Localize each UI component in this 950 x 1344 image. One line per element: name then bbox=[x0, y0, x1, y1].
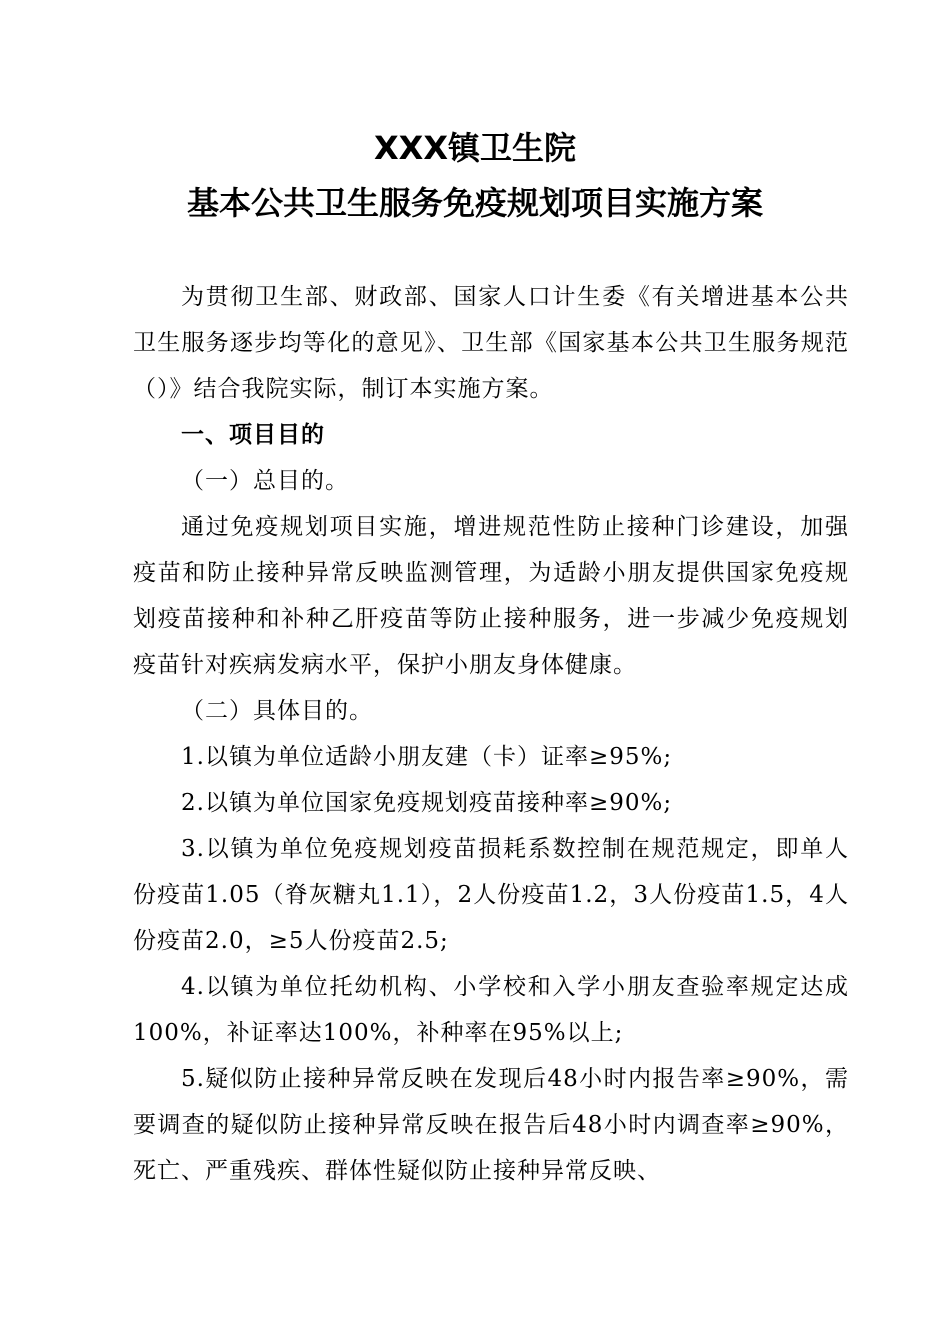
document-title-line1: XXX镇卫生院 bbox=[373, 129, 577, 167]
document-title-line2: 基本公共卫生服务免疫规划项目实施方案 bbox=[186, 184, 763, 222]
subsection-heading-specific: （二）具体目的。 bbox=[181, 698, 373, 724]
subsection-heading-general: （一）总目的。 bbox=[181, 468, 349, 494]
section-heading-objectives: 一、项目目的 bbox=[181, 422, 325, 448]
objective-item-4: 4.以镇为单位托幼机构、小学校和入学小朋友查验率规定达成100%，补证率达100%，补种率在95%以上; bbox=[133, 974, 849, 1046]
intro-paragraph: 为贯彻卫生部、财政部、国家人口计生委《有关增进基本公共卫生服务逐步均等化的意见》、卫生部《国家基本公共卫生服务规范（）》结合我院实际，制订本实施方案。 bbox=[133, 284, 849, 402]
general-objective-paragraph: 通过免疫规划项目实施，增进规范性防止接种门诊建设，加强疫苗和防止接种异常反映监测管理，为适龄小朋友提供国家免疫规划疫苗接种和补种乙肝疫苗等防止接种服务，进一步减少免疫规划疫苗针对疾病发病水平，保护小朋友身体健康。 bbox=[133, 514, 849, 678]
document-body bbox=[133, 274, 849, 1194]
objective-item-5: 5.疑似防止接种异常反映在发现后48小时内报告率≥90%，需要调查的疑似防止接种异常反映在报告后48小时内调查率≥90%，死亡、严重残疾、群体性疑似防止接种异常反映、 bbox=[133, 1066, 849, 1184]
objective-item-2: 2.以镇为单位国家免疫规划疫苗接种率≥90%; bbox=[181, 790, 673, 816]
objective-item-3: 3.以镇为单位免疫规划疫苗损耗系数控制在规范规定，即单人份疫苗1.05（脊灰糖丸1.1），2人份疫苗1.2，3人份疫苗1.5，4人份疫苗2.0，≥5人份疫苗2.5; bbox=[133, 836, 849, 954]
objective-item-1: 1.以镇为单位适龄小朋友建（卡）证率≥95%; bbox=[181, 744, 673, 770]
